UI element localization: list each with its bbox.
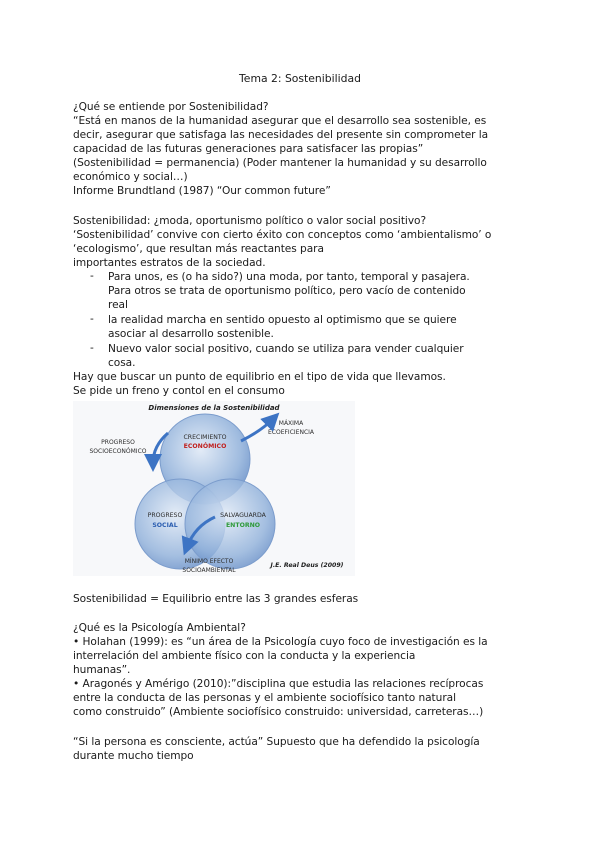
text-line: • Holahan (1999): es “un área de la Psicología cuyo foco de investigación es la bbox=[73, 636, 488, 648]
outer-label: PROGRESO bbox=[101, 439, 135, 446]
text-line: económico y social…) bbox=[73, 171, 188, 183]
bullet-text: asociar al desarrollo sostenible. bbox=[108, 328, 274, 340]
text-line: entre la conducta de las personas y el ambiente sociofísico tanto natural bbox=[73, 692, 456, 704]
bullet-text: Nuevo valor social positivo, cuando se utiliza para vender cualquier bbox=[108, 343, 464, 355]
text-line: • Aragonés y Amérigo (2010):”disciplina que estudia las relaciones recíprocas bbox=[73, 678, 484, 690]
outer-label: MÁXIMA bbox=[278, 420, 304, 427]
outer-label: SOCIOECONÓMICO bbox=[89, 448, 147, 455]
bullet-dash: - bbox=[90, 270, 94, 282]
text-line: Se pide un freno y contol en el consumo bbox=[73, 385, 285, 397]
text-line: decir, asegurar que satisfaga las necesidades del presente sin comprometer la bbox=[73, 129, 489, 141]
section-heading-psicologia: ¿Qué es la Psicología Ambiental? bbox=[73, 622, 246, 634]
section-heading-sostenibilidad: ¿Qué se entiende por Sostenibilidad? bbox=[73, 101, 269, 113]
text-line: capacidad de las futuras generaciones para satisfacer las propias” bbox=[73, 143, 424, 155]
text-line: Hay que buscar un punto de equilibrio en el tipo de vida que llevamos. bbox=[73, 371, 446, 383]
bullet-text: la realidad marcha en sentido opuesto al optimismo que se quiere bbox=[108, 314, 457, 326]
circle-label-entorno: ENTORNO bbox=[225, 522, 261, 529]
text-line: durante mucho tiempo bbox=[73, 750, 194, 762]
figure-credit: J.E. Real Deus (2009) bbox=[270, 562, 344, 569]
outer-label: SOCIOAMBIENTAL bbox=[182, 567, 236, 574]
equation-line: Sostenibilidad = Equilibrio entre las 3 grandes esferas bbox=[73, 593, 359, 605]
text-line: interrelación del ambiente físico con la conducta y la experiencia bbox=[73, 650, 416, 662]
bullet-text: Para otros se trata de oportunismo político, pero vacío de contenido bbox=[108, 285, 466, 297]
circle-label-social: SOCIAL bbox=[152, 522, 178, 529]
figure-title: Dimensiones de la Sostenibilidad bbox=[148, 404, 280, 412]
bullet-text: real bbox=[108, 299, 128, 311]
text-line: importantes estratos de la sociedad. bbox=[73, 257, 266, 269]
circle-label-economico: ECONÓMICO bbox=[183, 443, 227, 450]
bullet-text: Para unos, es (o ha sido?) una moda, por tanto, temporal y pasajera. bbox=[108, 271, 470, 283]
text-line: como construido” (Ambiente sociofísico construido: universidad, carreteras…) bbox=[73, 706, 484, 718]
text-line: “Si la persona es consciente, actúa” Supuesto que ha defendido la psicología bbox=[73, 736, 480, 748]
bullet-text: cosa. bbox=[108, 357, 136, 369]
outer-label: ECOEFICIENCIA bbox=[267, 429, 315, 436]
bullet-dash: - bbox=[90, 342, 94, 354]
section-heading-moda: Sostenibilidad: ¿moda, oportunismo político o valor social positivo? bbox=[73, 215, 427, 227]
circle-label: SALVAGUARDA bbox=[220, 512, 266, 519]
text-line: ‘ecologismo’, que resultan más reactantes para bbox=[73, 243, 324, 255]
text-line: “Está en manos de la humanidad asegurar que el desarrollo sea sostenible, es bbox=[73, 115, 487, 127]
text-line: ‘Sostenibilidad’ convive con cierto éxito con conceptos como ‘ambientalismo’ o bbox=[73, 229, 492, 241]
text-line: Informe Brundtland (1987) “Our common future” bbox=[73, 185, 331, 197]
document-title: Tema 2: Sostenibilidad bbox=[239, 72, 361, 85]
text-line: humanas”. bbox=[73, 664, 131, 676]
venn-diagram bbox=[73, 401, 355, 576]
circle-label: PROGRESO bbox=[147, 512, 183, 519]
circle-label: CRECIMIENTO bbox=[183, 434, 227, 441]
sustainability-venn-figure bbox=[73, 401, 355, 576]
text-line: (Sostenibilidad = permanencia) (Poder mantener la humanidad y su desarrollo bbox=[73, 157, 487, 169]
outer-label: MÍNIMO EFECTO bbox=[184, 558, 234, 565]
bullet-dash: - bbox=[90, 313, 94, 325]
